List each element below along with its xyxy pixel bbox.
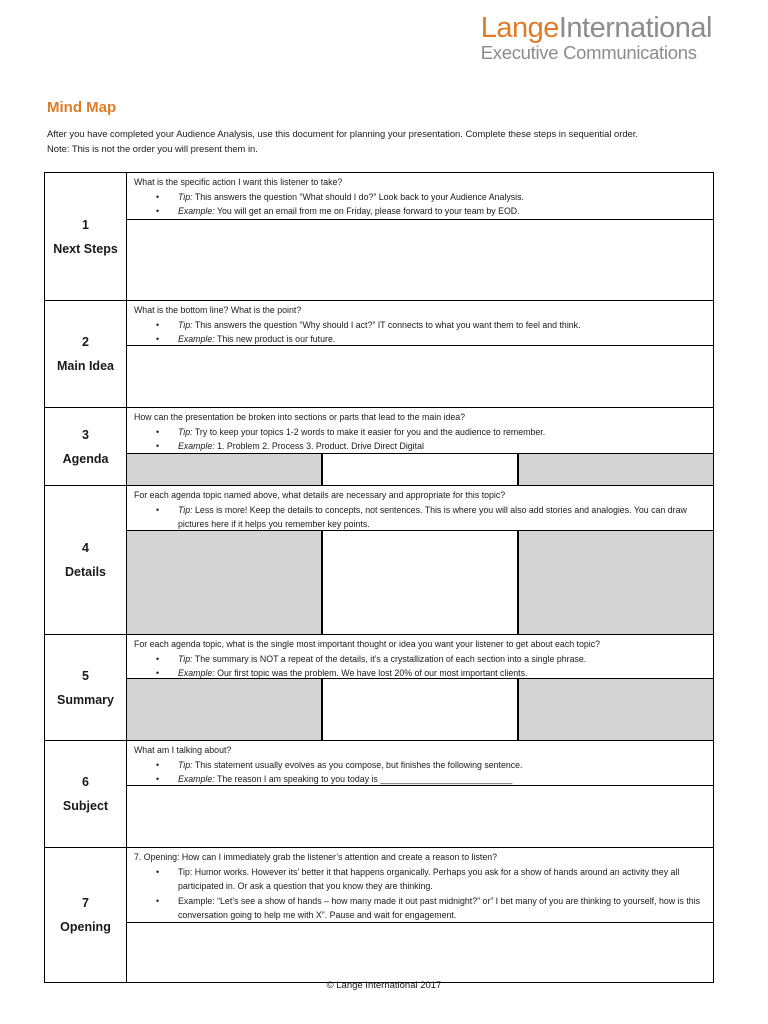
tip-bullet [178,503,706,532]
intro-line-1: After you have completed your Audience Analysis, use this document for planning your presentation. Complete these steps in sequential order. [47,128,638,139]
step-number: 3 [82,427,89,442]
bullet-label: Tip: [178,319,193,330]
tip-bullet [178,865,706,894]
bullet-label: Tip: [178,653,193,664]
step-prompt [127,301,713,345]
bullet-label: Example: [178,441,215,451]
step-row-main-idea [45,301,714,408]
tip-bullet [178,758,706,773]
step-content-cell [127,301,714,408]
step-content-cell [127,848,714,983]
step-prompt [127,408,713,453]
logo-word-international: International [558,12,712,44]
agenda-topic-boxes [127,453,713,485]
bullet-text: You will get an email from me on Friday, please forward to your team by EOD. [214,206,520,216]
step-number: 6 [82,775,89,789]
step-question: How can the presentation be broken into sections or parts that lead to the main idea? [134,412,466,422]
step-row-summary [45,635,714,741]
step-label-cell [45,741,127,848]
bullet-text: This answers the question “Why should I act?” IT connects to what you want them to feel and think. [192,319,581,330]
example-bullet [178,772,706,787]
details-topic-boxes [127,530,713,634]
summary-topic-3-box[interactable] [519,679,713,740]
bullet-label: Example: [178,206,215,216]
step-name: Opening [60,920,111,934]
step-content-cell [127,635,714,741]
step-name: Details [65,565,106,579]
copyright-footer: © Lange International 2017 [326,980,442,991]
step-prompt [127,635,713,678]
bullet-text: Our first topic was the problem. We have lost 20% of our most important clients. [214,668,528,678]
step-number: 7 [82,896,89,910]
agenda-topic-1-box[interactable] [127,454,323,485]
step-question: 7. Opening: How can I immediately grab the listener’s attention and create a reason to listen? [134,852,498,862]
tip-bullet [178,652,706,667]
step-label-cell [45,848,127,983]
step-question: For each agenda topic named above, what details are necessary and appropriate for this topic? [134,490,506,500]
step-prompt [127,486,713,530]
step-label-cell [45,301,127,408]
example-bullet [178,894,706,923]
agenda-topic-3-box[interactable] [519,454,713,485]
bullet-text: Tip: Humor works. However its’ better it that happens organically. Perhaps you ask for a show of hands around an activity they all participated in. Or ask a question that you know they are thinking. [178,866,680,891]
bullet-label: Tip: [178,426,193,437]
step-content-cell [127,408,714,486]
step-question: For each agenda topic, what is the single most important thought or idea you want your listener to get about each topic? [134,639,601,649]
step-number: 5 [82,668,89,683]
step-name: Agenda [62,451,109,466]
agenda-topic-2-box[interactable] [323,454,519,485]
example-bullet [178,666,706,681]
step-name: Main Idea [57,359,114,373]
step-content-cell [127,486,714,635]
bullet-label: Tip: [178,191,193,202]
bullet-text: Try to keep your topics 1-2 words to make it easier for you and the audience to remember. [192,426,546,437]
step-prompt [127,173,713,219]
step-number: 4 [82,541,89,555]
step-row-agenda [45,408,714,486]
example-bullet [178,204,706,219]
step-prompt [127,741,713,785]
answer-box[interactable] [127,922,713,982]
step-number: 2 [82,335,89,349]
intro-line-2: Note: This is not the order you will present them in. [47,143,258,154]
step-question: What is the specific action I want this listener to take? [134,177,343,187]
bullet-text: The summary is NOT a repeat of the details, it’s a crystallization of each section into a single phrase. [192,653,587,664]
details-topic-3-box[interactable] [519,531,713,634]
step-label-cell [45,173,127,301]
bullet-text: The reason I am speaking to you today is ___________________________ [214,774,513,784]
step-row-opening [45,848,714,983]
bullet-text: This statement usually evolves as you compose, but finishes the following sentence. [192,759,523,770]
intro-text [47,126,727,156]
bullet-text: This answers the question “What should I do?” Look back to your Audience Analysis. [192,191,524,202]
bullet-label: Example: [178,668,215,678]
step-number: 1 [82,217,89,232]
step-label-cell [45,486,127,635]
step-name: Subject [62,799,109,813]
step-content-cell [127,173,714,301]
mind-map-table [44,172,714,983]
tip-bullet [178,190,706,205]
step-name: Summary [57,692,114,707]
step-label-cell [45,408,127,486]
answer-box[interactable] [127,219,713,300]
step-name: Next Steps [53,241,118,256]
step-row-next-steps [45,173,714,301]
bullet-text: This new product is our future. [214,334,336,344]
bullet-label: Example: [178,774,215,784]
bullet-text: Less is more! Keep the details to concepts, not sentences. This is where you will also add stories and analogies. You can draw pictures here if it helps you remember key points. [178,504,687,529]
step-prompt [127,848,713,922]
logo-tagline: Executive Communications [480,42,697,63]
summary-topic-2-box[interactable] [323,679,519,740]
example-bullet [178,439,706,454]
bullet-text: 1. Problem 2. Process 3. Product. Drive Direct Digital [214,441,424,451]
details-topic-2-box[interactable] [323,531,519,634]
step-label-cell [45,635,127,741]
bullet-label: Tip: [178,759,193,770]
example-bullet [178,332,706,347]
answer-box[interactable] [127,785,713,847]
step-question: What am I talking about? [134,745,232,755]
details-topic-1-box[interactable] [127,531,323,634]
step-row-subject [45,741,714,848]
tip-bullet [178,318,706,333]
summary-topic-1-box[interactable] [127,679,323,740]
tip-bullet [178,425,706,440]
summary-topic-boxes [127,678,713,740]
step-question: What is the bottom line? What is the point? [134,305,302,315]
page-title: Mind Map [47,99,117,116]
answer-box[interactable] [127,345,713,407]
step-row-details [45,486,714,635]
company-logo [481,14,712,63]
bullet-label: Tip: [178,504,193,515]
bullet-text: Example: “Let’s see a show of hands – how many made it out past midnight?” or” I bet many of you are thinking to yourself, how is this conversation going to help me with X”. Pause and wait for engagement. [178,895,701,920]
step-content-cell [127,741,714,848]
bullet-label: Example: [178,334,215,344]
logo-word-lange: Lange [480,12,559,44]
